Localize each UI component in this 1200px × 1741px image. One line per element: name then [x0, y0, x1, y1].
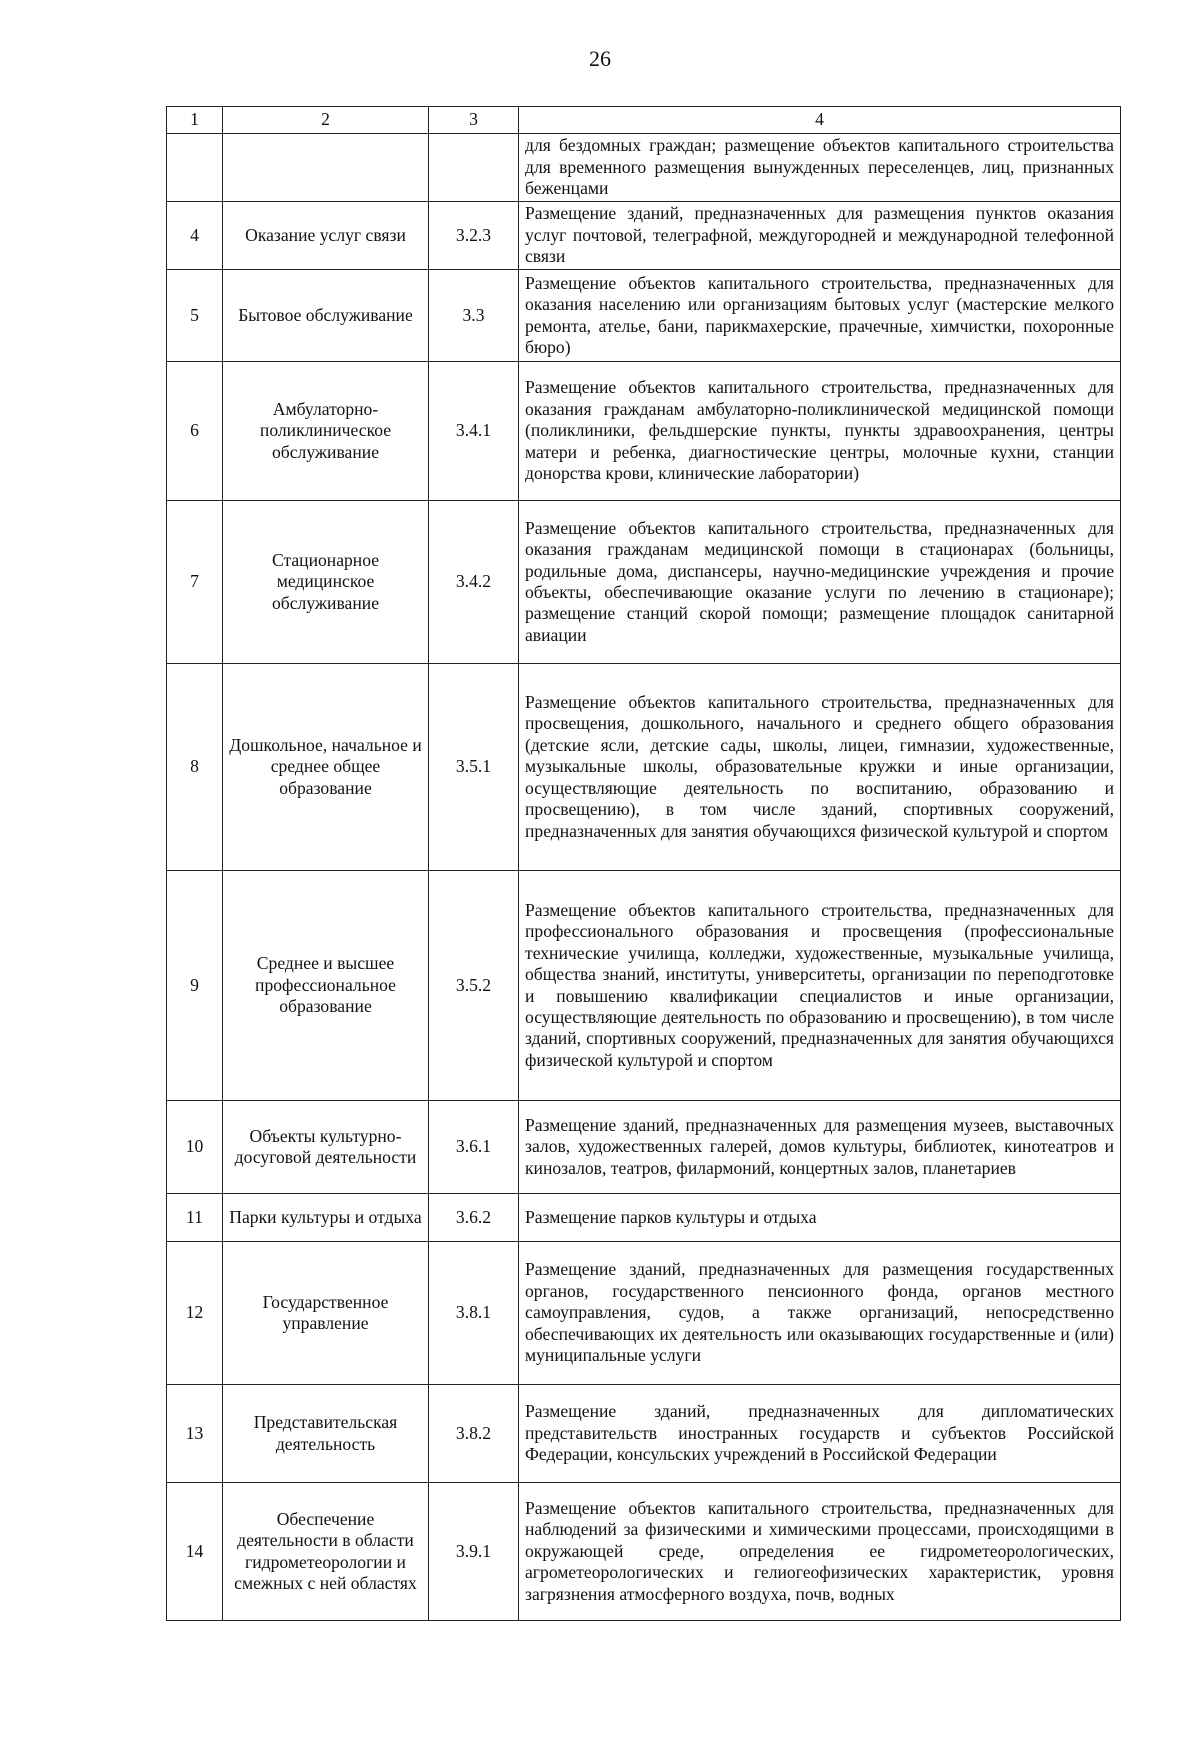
use-type-description: Размещение объектов капитального строительства, предназначенных для просвещения, дошкольного, начального и среднего общего образования (детские ясли, детские сады, школы, лицеи, гимназии, художественные, музыкальные школы, образовательные кружки и иные организации, осуществляющие деятельность по воспитанию, образованию и просвещению), в том числе зданий, спортивных сооружений, предназначенных для занятия обучающихся физической культурой и спортом: [519, 664, 1121, 871]
table-row: [167, 1483, 1121, 1621]
table-row: [167, 501, 1121, 664]
use-type-code: 3.4.1: [429, 362, 519, 501]
table-row: [167, 202, 1121, 270]
column-header-1: 1: [167, 107, 223, 134]
use-type-description: Размещение объектов капитального строительства, предназначенных для оказания населению или организациям бытовых услуг (мастерские мелкого ремонта, ателье, бани, парикмахерские, прачечные, химчистки, похоронные бюро): [519, 270, 1121, 362]
use-type-description: Размещение зданий, предназначенных для размещения пунктов оказания услуг почтовой, телеграфной, междугородней и международной телефонной связи: [519, 202, 1121, 270]
use-type-name: Стационарное медицинское обслуживание: [223, 501, 429, 664]
use-type-name: Оказание услуг связи: [223, 202, 429, 270]
row-number: 4: [167, 202, 223, 270]
use-type-description: Размещение объектов капитального строительства, предназначенных для профессионального образования и просвещения (профессиональные технические училища, колледжи, художественные, музыкальные училища, общества знаний, институты, университеты, организации по переподготовке и повышению квалификации специалистов и иные организации, осуществляющие деятельность по образованию и просвещению), в том числе зданий, спортивных сооружений, предназначенных для занятия обучающихся физической культурой и спортом: [519, 871, 1121, 1101]
row-number: 7: [167, 501, 223, 664]
table-row: [167, 1194, 1121, 1242]
use-type-code: 3.4.2: [429, 501, 519, 664]
use-type-name: Объекты культурно-досуговой деятельности: [223, 1101, 429, 1194]
table-row: [167, 1385, 1121, 1483]
row-number: 12: [167, 1242, 223, 1385]
use-type-code: 3.9.1: [429, 1483, 519, 1621]
use-type-description: Размещение парков культуры и отдыха: [519, 1194, 1121, 1242]
row-number: 6: [167, 362, 223, 501]
use-type-code: 3.8.1: [429, 1242, 519, 1385]
use-type-code: 3.3: [429, 270, 519, 362]
use-type-name: Среднее и высшее профессиональное образование: [223, 871, 429, 1101]
page-number: 26: [589, 46, 611, 71]
table-row: [167, 664, 1121, 871]
use-type-code: 3.5.2: [429, 871, 519, 1101]
use-type-name: Государственное управление: [223, 1242, 429, 1385]
use-type-name: Представительская деятельность: [223, 1385, 429, 1483]
column-header-3: 3: [429, 107, 519, 134]
row-number: [167, 134, 223, 202]
column-header-2: 2: [223, 107, 429, 134]
row-number: 5: [167, 270, 223, 362]
use-type-description: Размещение зданий, предназначенных для размещения музеев, выставочных залов, художественных галерей, домов культуры, библиотек, кинотеатров и кинозалов, театров, филармоний, концертных залов, планетариев: [519, 1101, 1121, 1194]
use-type-name: [223, 134, 429, 202]
table-row: [167, 1242, 1121, 1385]
use-type-description: Размещение объектов капитального строительства, предназначенных для оказания гражданам амбулаторно-поликлинической медицинской помощи (поликлиники, фельдшерские пункты, пункты здравоохранения, центры матери и ребенка, диагностические центры, молочные кухни, станции донорства крови, клинические лаборатории): [519, 362, 1121, 501]
use-type-code: [429, 134, 519, 202]
use-type-description: Размещение объектов капитального строительства, предназначенных для наблюдений за физическими и химическими процессами, происходящими в окружающей среде, определения ее гидрометеорологических, агрометеорологических и гелиогеофизических характеристик, уровня загрязнения атмосферного воздуха, почв, водных: [519, 1483, 1121, 1621]
use-type-name: Парки культуры и отдыха: [223, 1194, 429, 1242]
table-row: [167, 1101, 1121, 1194]
row-number: 14: [167, 1483, 223, 1621]
table-row: [167, 362, 1121, 501]
row-number: 13: [167, 1385, 223, 1483]
use-type-name: Амбулаторно-поликлиническое обслуживание: [223, 362, 429, 501]
use-type-description: Размещение объектов капитального строительства, предназначенных для оказания гражданам медицинской помощи в стационарах (больницы, родильные дома, диспансеры, научно-медицинские учреждения и прочие объекты, обеспечивающие оказание услуги по лечению в стационаре); размещение станций скорой помощи; размещение площадок санитарной авиации: [519, 501, 1121, 664]
use-type-name: Обеспечение деятельности в области гидрометеорологии и смежных с ней областях: [223, 1483, 429, 1621]
table-row: [167, 134, 1121, 202]
land-use-table: [166, 106, 1121, 1621]
row-number: 8: [167, 664, 223, 871]
use-type-description: для бездомных граждан; размещение объектов капитального строительства для временного размещения вынужденных переселенцев, лиц, признанных беженцами: [519, 134, 1121, 202]
use-type-description: Размещение зданий, предназначенных для размещения государственных органов, государственного пенсионного фонда, органов местного самоуправления, судов, а также организаций, непосредственно обеспечивающих их деятельность или оказывающих государственные и (или) муниципальные услуги: [519, 1242, 1121, 1385]
use-type-code: 3.8.2: [429, 1385, 519, 1483]
row-number: 10: [167, 1101, 223, 1194]
row-number: 9: [167, 871, 223, 1101]
use-type-description: Размещение зданий, предназначенных для дипломатических представительств иностранных государств и субъектов Российской Федерации, консульских учреждений в Российской Федерации: [519, 1385, 1121, 1483]
use-type-name: Бытовое обслуживание: [223, 270, 429, 362]
use-type-code: 3.5.1: [429, 664, 519, 871]
use-type-code: 3.2.3: [429, 202, 519, 270]
table-row: [167, 270, 1121, 362]
column-header-4: 4: [519, 107, 1121, 134]
table-row: [167, 871, 1121, 1101]
use-type-code: 3.6.2: [429, 1194, 519, 1242]
header-row: [167, 107, 1121, 134]
use-type-name: Дошкольное, начальное и среднее общее образование: [223, 664, 429, 871]
use-type-code: 3.6.1: [429, 1101, 519, 1194]
row-number: 11: [167, 1194, 223, 1242]
